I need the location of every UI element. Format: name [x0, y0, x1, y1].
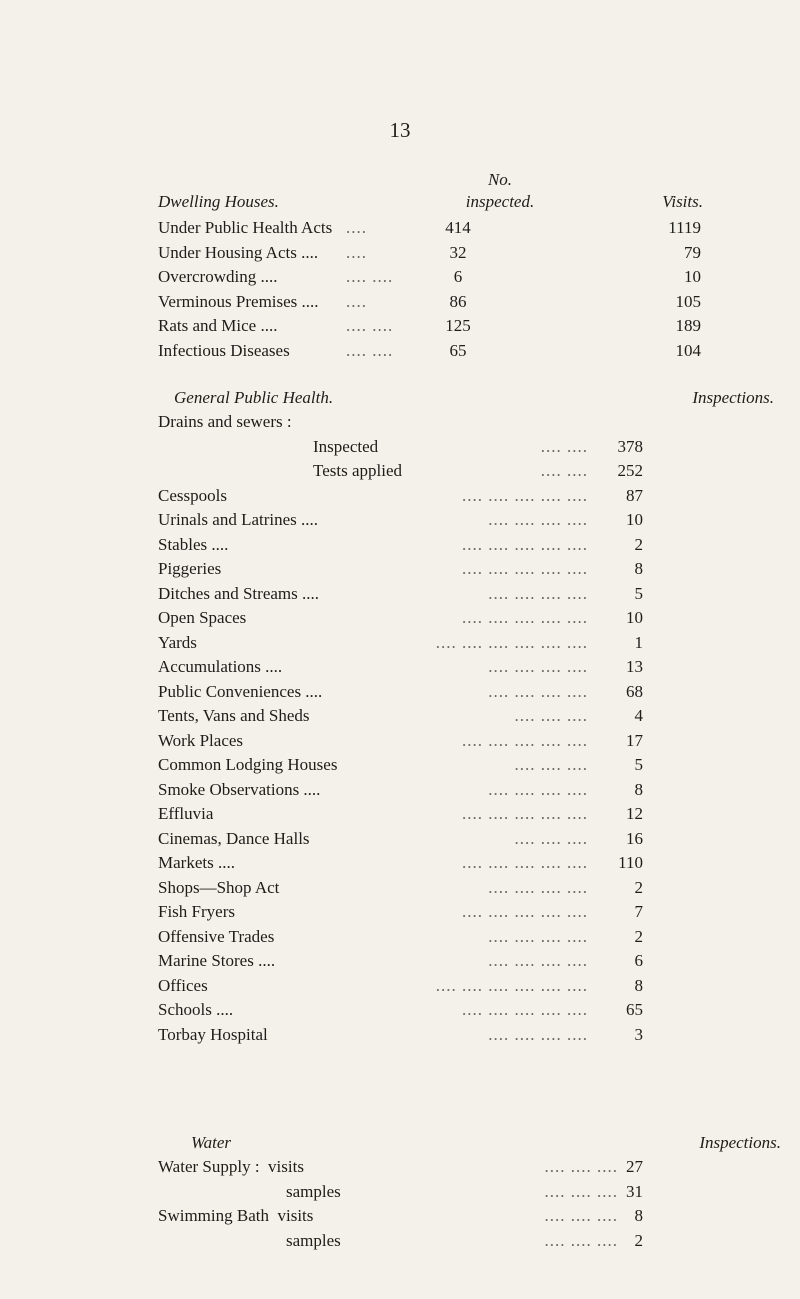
table-row	[158, 533, 768, 557]
row-dots: .... .... .... .... ....	[462, 485, 588, 505]
table-row	[158, 655, 768, 679]
inspected-value: 414	[445, 218, 471, 237]
row-label: Torbay Hospital	[158, 1024, 268, 1044]
row-dots: .... .... .... .... ....	[462, 730, 588, 750]
row-dots: .... .... ....	[544, 1230, 618, 1250]
row-dots: .... ....	[346, 340, 394, 360]
row-label: Tests applied	[313, 461, 402, 480]
table-row	[158, 582, 768, 606]
row-dots: .... .... ....	[544, 1181, 618, 1201]
visits-value: 79	[684, 242, 701, 262]
row-label: Tents, Vans and Sheds	[158, 706, 310, 725]
row-dots: .... .... .... .... ....	[462, 1000, 588, 1019]
row-label: Verminous Premises ....	[158, 291, 319, 311]
inspections-value: 3	[634, 1024, 643, 1044]
row-label: Inspected	[313, 436, 379, 456]
inspections-value: 12	[626, 804, 643, 823]
inspections-value: 17	[626, 730, 643, 750]
row-label: Piggeries	[158, 559, 222, 578]
table-row	[158, 314, 718, 338]
visits-value: 1119	[668, 218, 701, 237]
row-dots: .... .... .... .... ....	[462, 608, 588, 627]
inspections-value: 31	[626, 1181, 643, 1201]
table-row	[158, 631, 768, 655]
table-row	[158, 459, 768, 483]
row-label: Accumulations ....	[158, 657, 283, 676]
table-row	[158, 704, 768, 728]
row-label: Effluvia	[158, 804, 214, 823]
inspections-value: 87	[626, 485, 643, 505]
inspections-value: 7	[634, 902, 643, 921]
row-dots: .... .... .... .... .... ....	[435, 975, 588, 995]
inspections-value: 8	[634, 1206, 643, 1225]
row-label: Marine Stores ....	[158, 951, 276, 970]
visits-value: 104	[675, 340, 701, 360]
col-no-line2: inspected.	[465, 192, 535, 211]
row-label: Cinemas, Dance Halls	[158, 828, 310, 848]
inspected-value: 65	[449, 340, 467, 360]
table-row	[158, 900, 768, 924]
table-row	[158, 410, 768, 434]
row-dots: .... .... .... ....	[488, 510, 588, 529]
table-row	[158, 339, 718, 363]
table-row	[158, 435, 768, 459]
row-label: Water Supply : visits	[158, 1157, 304, 1176]
dwelling-houses-heading: Dwelling Houses.	[158, 192, 279, 211]
row-dots: .... .... .... .... .... ....	[435, 632, 588, 652]
row-label: Common Lodging Houses	[158, 755, 338, 774]
table-row	[158, 606, 768, 630]
inspections-value: 8	[634, 559, 643, 578]
inspections-value: 5	[634, 755, 643, 774]
row-dots: .... .... .... ....	[488, 1024, 588, 1044]
inspections-value: 65	[626, 1000, 643, 1019]
row-label: Drains and sewers :	[158, 412, 292, 431]
inspections-value: 378	[617, 436, 643, 456]
row-label: samples	[286, 1181, 341, 1201]
visits-value: 105	[675, 291, 701, 311]
row-label: Fish Fryers	[158, 902, 235, 921]
table-row	[158, 680, 768, 704]
col-inspections-water: Inspections.	[699, 1133, 781, 1152]
page-number: 13	[389, 118, 411, 142]
row-label: Under Public Health Acts	[158, 218, 333, 237]
row-dots: ....	[346, 242, 367, 262]
inspections-value: 5	[634, 583, 643, 603]
row-label: Markets ....	[158, 853, 235, 872]
table-row	[158, 949, 768, 973]
inspections-value: 2	[634, 877, 643, 897]
inspections-value: 6	[634, 951, 643, 970]
visits-value: 10	[684, 267, 701, 286]
table-row	[158, 778, 768, 802]
table-row	[158, 484, 768, 508]
row-label: Rats and Mice ....	[158, 316, 278, 335]
table-row	[158, 998, 768, 1022]
table-row	[158, 925, 768, 949]
inspected-value: 125	[445, 316, 471, 335]
table-row	[158, 1229, 768, 1253]
inspections-value: 8	[634, 779, 643, 799]
row-dots: .... .... ....	[514, 755, 588, 774]
row-label: Public Conveniences ....	[158, 681, 323, 701]
table-row	[158, 753, 768, 777]
row-label: Ditches and Streams ....	[158, 583, 319, 603]
table-row	[158, 729, 768, 753]
row-dots: .... .... ....	[544, 1157, 618, 1176]
inspected-value: 32	[449, 242, 467, 262]
row-label: Urinals and Latrines ....	[158, 510, 319, 529]
row-label: Schools ....	[158, 1000, 234, 1019]
inspected-value: 86	[449, 291, 467, 311]
inspections-value: 10	[626, 608, 643, 627]
table-row	[158, 851, 768, 875]
row-dots: ....	[346, 218, 367, 237]
general-public-health-heading: General Public Health.	[174, 388, 334, 407]
row-dots: .... .... ....	[514, 828, 588, 848]
inspected-value: 6	[453, 267, 463, 286]
table-row	[158, 974, 768, 998]
row-dots: .... ....	[540, 436, 588, 456]
table-row	[158, 241, 718, 265]
row-dots: .... .... .... .... ....	[462, 902, 588, 921]
row-dots: .... .... .... .... ....	[462, 804, 588, 823]
col-no-line1: No.	[487, 170, 513, 189]
row-label: Swimming Bath visits	[158, 1206, 314, 1225]
visits-value: 189	[675, 316, 701, 335]
inspections-value: 2	[634, 534, 643, 554]
row-label: samples	[286, 1230, 341, 1250]
inspections-value: 16	[626, 828, 643, 848]
row-dots: .... .... .... ....	[488, 926, 588, 946]
row-dots: .... .... .... ....	[488, 681, 588, 701]
water-heading: Water	[191, 1133, 231, 1152]
inspections-value: 4	[634, 706, 643, 725]
inspections-value: 2	[634, 926, 643, 946]
table-row	[158, 216, 718, 240]
row-dots: .... ....	[346, 316, 394, 335]
row-dots: .... .... .... .... ....	[462, 534, 588, 554]
table-row	[158, 1155, 768, 1179]
row-label: Smoke Observations ....	[158, 779, 321, 799]
table-row	[158, 508, 768, 532]
table-row	[158, 1204, 768, 1228]
col-inspections-general: Inspections.	[692, 388, 774, 407]
row-dots: .... ....	[540, 461, 588, 480]
inspections-value: 13	[626, 657, 643, 676]
row-label: Under Housing Acts ....	[158, 242, 319, 262]
row-dots: .... .... ....	[514, 706, 588, 725]
inspections-value: 68	[626, 681, 643, 701]
row-dots: .... .... .... ....	[488, 779, 588, 799]
table-row	[158, 827, 768, 851]
row-dots: .... .... .... ....	[488, 657, 588, 676]
row-dots: .... ....	[346, 267, 394, 286]
inspections-value: 252	[617, 461, 643, 480]
row-label: Yards	[158, 632, 197, 652]
inspections-value: 8	[634, 975, 643, 995]
row-label: Infectious Diseases	[158, 340, 290, 360]
row-dots: .... .... .... ....	[488, 877, 588, 897]
row-label: Stables ....	[158, 534, 229, 554]
inspections-value: 2	[634, 1230, 643, 1250]
inspections-value: 27	[626, 1157, 643, 1176]
table-row	[158, 876, 768, 900]
row-label: Offices	[158, 975, 208, 995]
row-dots: .... .... .... ....	[488, 583, 588, 603]
row-dots: ....	[346, 291, 367, 311]
row-label: Overcrowding ....	[158, 267, 278, 286]
row-label: Offensive Trades	[158, 926, 275, 946]
row-label: Work Places	[158, 730, 244, 750]
table-row	[158, 1023, 768, 1047]
inspections-value: 10	[626, 510, 643, 529]
row-dots: .... .... .... ....	[488, 951, 588, 970]
row-label: Open Spaces	[158, 608, 247, 627]
row-label: Cesspools	[158, 485, 227, 505]
table-row	[158, 557, 768, 581]
row-dots: .... .... .... .... ....	[462, 853, 588, 872]
table-row	[158, 1180, 768, 1204]
table-row	[158, 802, 768, 826]
inspections-value: 110	[618, 853, 643, 872]
table-row	[158, 265, 718, 289]
col-visits: Visits.	[662, 192, 703, 211]
row-dots: .... .... .... .... ....	[462, 559, 588, 578]
row-label: Shops—Shop Act	[158, 877, 280, 897]
table-row	[158, 290, 718, 314]
row-dots: .... .... ....	[544, 1206, 618, 1225]
inspections-value: 1	[634, 632, 643, 652]
